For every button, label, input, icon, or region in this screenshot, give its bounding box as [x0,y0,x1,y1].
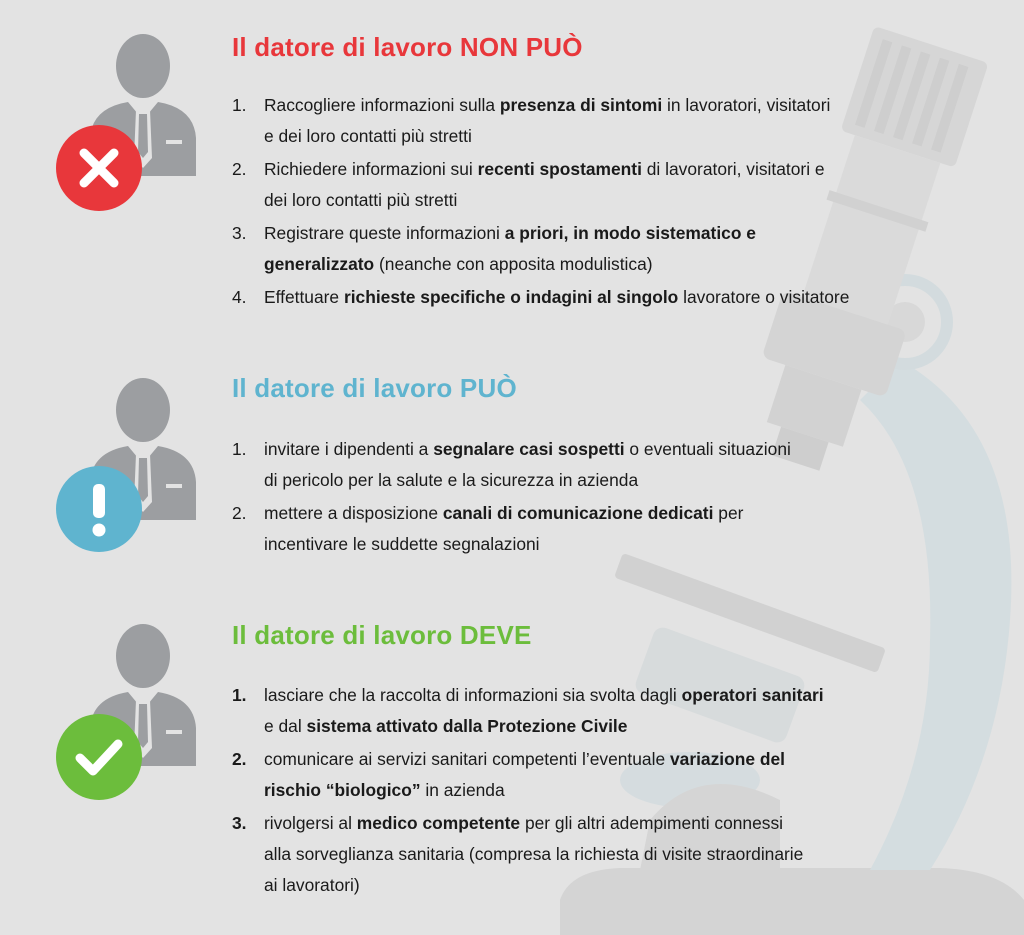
item-number: 2. [232,503,247,523]
item-text: Registrare queste informazioni [264,223,505,243]
item-text: per [713,503,744,523]
item-text-bold: generalizzato [264,254,375,274]
item-text-bold: sistema attivato dalla Protezione Civile [306,716,628,736]
item-line [264,808,824,839]
item-text: in azienda [420,780,505,800]
item-text: o eventuali situazioni [624,439,791,459]
item-text: Richiedere informazioni sui [264,159,478,179]
item-text: per gli altri adempimenti connessi [520,813,784,833]
list-item [232,680,824,742]
item-number: 1. [232,439,247,459]
item-text: in lavoratori, visitatori [662,95,831,115]
item-text: e dal [264,716,307,736]
item-text: Raccogliere informazioni sulla [264,95,500,115]
item-line [264,870,824,901]
item-text: comunicare ai servizi sanitari competenti l’eventuale [264,749,670,769]
item-text: di pericolo per la salute e la sicurezza in azienda [264,470,639,490]
item-text: invitare i dipendenti a [264,439,434,459]
item-number: 2. [232,159,247,179]
item-number: 2. [232,749,247,769]
item-text-bold: operatori sanitari [681,685,824,705]
list-item [232,808,824,901]
item-number: 3. [232,813,247,833]
list-deve [232,680,824,901]
item-text: (neanche con apposita modulistica) [374,254,653,274]
item-text-bold: canali di comunicazione dedicati [442,503,714,523]
item-line [264,711,824,742]
item-line [264,839,824,870]
item-line [264,744,824,775]
item-line [264,680,824,711]
item-text: lavoratore o visitatore [678,287,850,307]
item-number: 3. [232,223,247,243]
section-title-puo: Il datore di lavoro PUÒ [232,373,517,403]
list-item [232,744,824,806]
section-title-deve: Il datore di lavoro DEVE [232,620,532,650]
section-title-non-puo: Il datore di lavoro NON PUÒ [232,32,583,62]
item-text: dei loro contatti più stretti [264,190,458,210]
item-number: 1. [232,95,247,115]
checkmark-icon [56,714,142,800]
item-number: 1. [232,685,247,705]
item-text-bold: presenza di sintomi [499,95,663,115]
item-text-bold: variazione del [669,749,786,769]
item-text-bold: a priori, in modo sistematico e [504,223,756,243]
badge-green [56,714,142,800]
item-text-bold: richieste specifiche o indagini al singolo [343,287,679,307]
item-text-bold: rischio “biologico” [264,780,421,800]
item-text: mettere a disposizione [264,503,443,523]
item-text: alla sorveglianza sanitaria (compresa la richiesta di visite straordinarie [264,844,804,864]
item-text-bold: medico competente [356,813,521,833]
item-text: incentivare le suddette segnalazioni [264,534,540,554]
item-text: di lavoratori, visitatori e [641,159,825,179]
item-text: lasciare che la raccolta di informazioni sia svolta dagli [264,685,682,705]
item-text: Effettuare [264,287,344,307]
item-line [264,775,824,806]
item-text: rivolgersi al [264,813,357,833]
item-text-bold: recenti spostamenti [477,159,642,179]
item-text: ai lavoratori) [264,875,360,895]
item-text: e dei loro contatti più stretti [264,126,472,146]
item-text-bold: segnalare casi sospetti [433,439,625,459]
item-number: 4. [232,287,247,307]
